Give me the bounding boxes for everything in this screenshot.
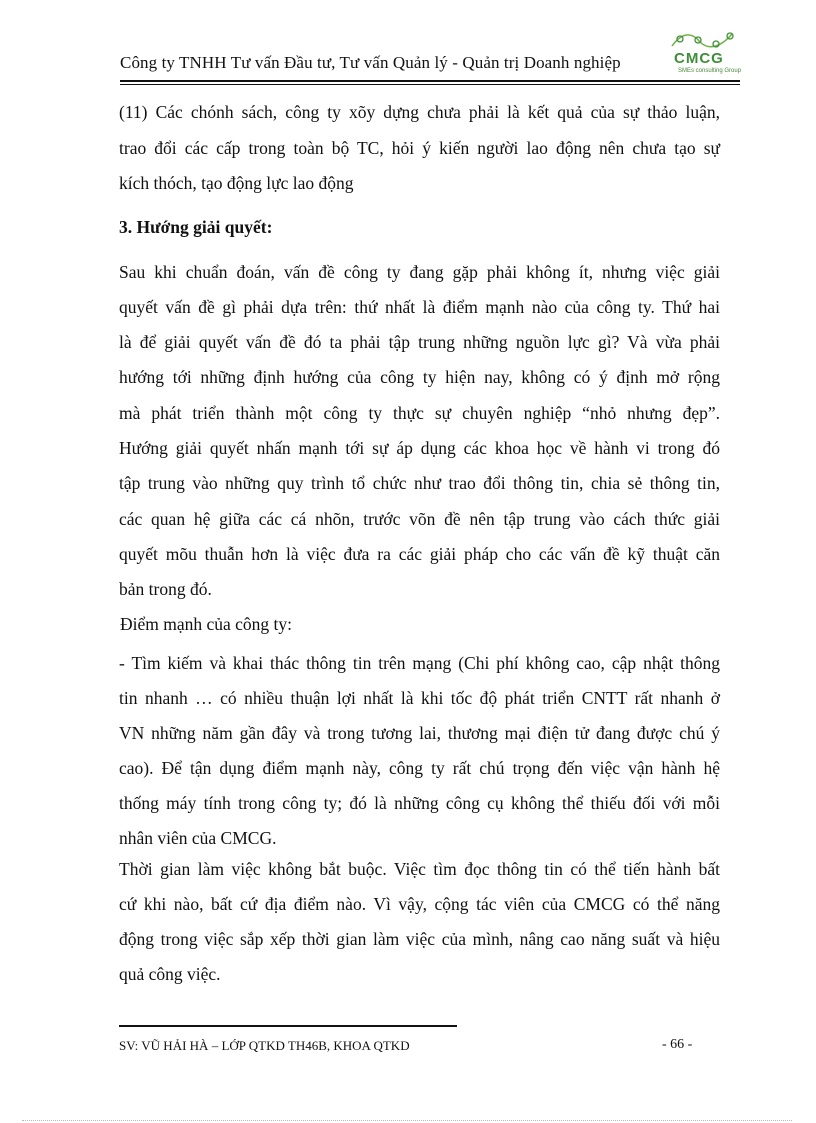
page-edge-divider	[22, 1120, 792, 1121]
text-line: cứ khi nào, bất cứ địa điểm nào. Vì vậy, cộng tác viên của CMCG có thể năng	[119, 894, 720, 914]
text-line: Hướng giải quyết nhấn mạnh tới sự áp dụng các khoa học về hành vi trong đó	[119, 438, 720, 458]
text-line: mà phát triển thành một công ty thực sự chuyên nghiệp “nhỏ nhưng đẹp”.	[119, 403, 720, 423]
heading-text: 3. Hướng giải quyết:	[119, 217, 273, 237]
cmcg-logo	[668, 28, 742, 78]
header-rule	[120, 80, 740, 82]
text-line: nhân viên của CMCG.	[119, 828, 277, 848]
text-line: Thời gian làm việc không bắt buộc. Việc tìm đọc thông tin có thể tiến hành bất	[119, 859, 720, 879]
text-line: là để giải quyết vấn đề đó ta phải tập trung những nguồn lực gì? Và vừa phải	[119, 332, 720, 352]
page-number: - 66 -	[662, 1037, 693, 1052]
text-line: quyết vấn đề gì phải dựa trên: thứ nhất là điểm mạnh nào của công ty. Thứ hai	[119, 297, 720, 317]
text-line: tập trung vào những quy trình tổ chức như trao đổi thông tin, chia sẻ thông tin,	[119, 473, 720, 493]
text-line: kích thóch, tạo động lực lao động	[119, 173, 354, 193]
header-title: Công ty TNHH Tư vấn Đầu tư, Tư vấn Quản lý - Quản trị Doanh nghiệp	[120, 53, 621, 72]
text-line: hướng tới những định hướng của công ty hiện nay, không có ý định mở rộng	[119, 367, 720, 387]
text-line: (11) Các chónh sách, công ty xõy dựng chưa phải là kết quả của sự thảo luận,	[119, 102, 720, 122]
footer-rule	[119, 1025, 457, 1027]
logo-text: CMCG	[674, 50, 724, 67]
text-line: quyết mõu thuẫn hơn là việc đưa ra các giải pháp cho các vấn đề kỹ thuật căn	[119, 544, 720, 564]
text-line: trao đổi các cấp trong toàn bộ TC, hỏi ý kiến người lao động nên chưa tạo sự	[119, 138, 720, 158]
text-line: VN những năm gần đây và trong tương lai, thương mại điện tử đang được chú ý	[119, 723, 720, 743]
cmcg-logo-icon	[668, 28, 738, 52]
header-rule-thin	[120, 84, 740, 85]
text-line: động trong việc sắp xếp thời gian làm việc của mình, nâng cao năng suất và hiệu	[119, 929, 720, 949]
text-line: các quan hệ giữa các cá nhõn, trước võn đề nên tập trung vào cách thức giải	[119, 509, 720, 529]
text-line: Sau khi chuẩn đoán, vấn đề công ty đang gặp phải không ít, nhưng việc giải	[119, 262, 720, 282]
text-line: cao). Để tận dụng điểm mạnh này, công ty rất chú trọng đến việc vận hành hệ	[119, 758, 720, 778]
footer-author: SV: VŨ HẢI HÀ – LỚP QTKD TH46B, KHOA QTKD	[119, 1038, 410, 1053]
text-line: quả công việc.	[119, 964, 221, 984]
text-line: - Tìm kiếm và khai thác thông tin trên mạng (Chi phí không cao, cập nhật thông	[119, 653, 720, 673]
text-line: thống máy tính trong công ty; đó là những công cụ không thể thiếu đối với mỗi	[119, 793, 720, 813]
page-header	[120, 40, 740, 90]
text-line: bản trong đó.	[119, 579, 212, 599]
strengths-label-text: Điểm mạnh của công ty:	[120, 614, 293, 634]
text-line: tin nhanh … có nhiều thuận lợi nhất là khi tốc độ phát triển CNTT rất nhanh ở	[119, 688, 720, 708]
logo-subtext: SMEs consulting Group	[678, 68, 742, 74]
